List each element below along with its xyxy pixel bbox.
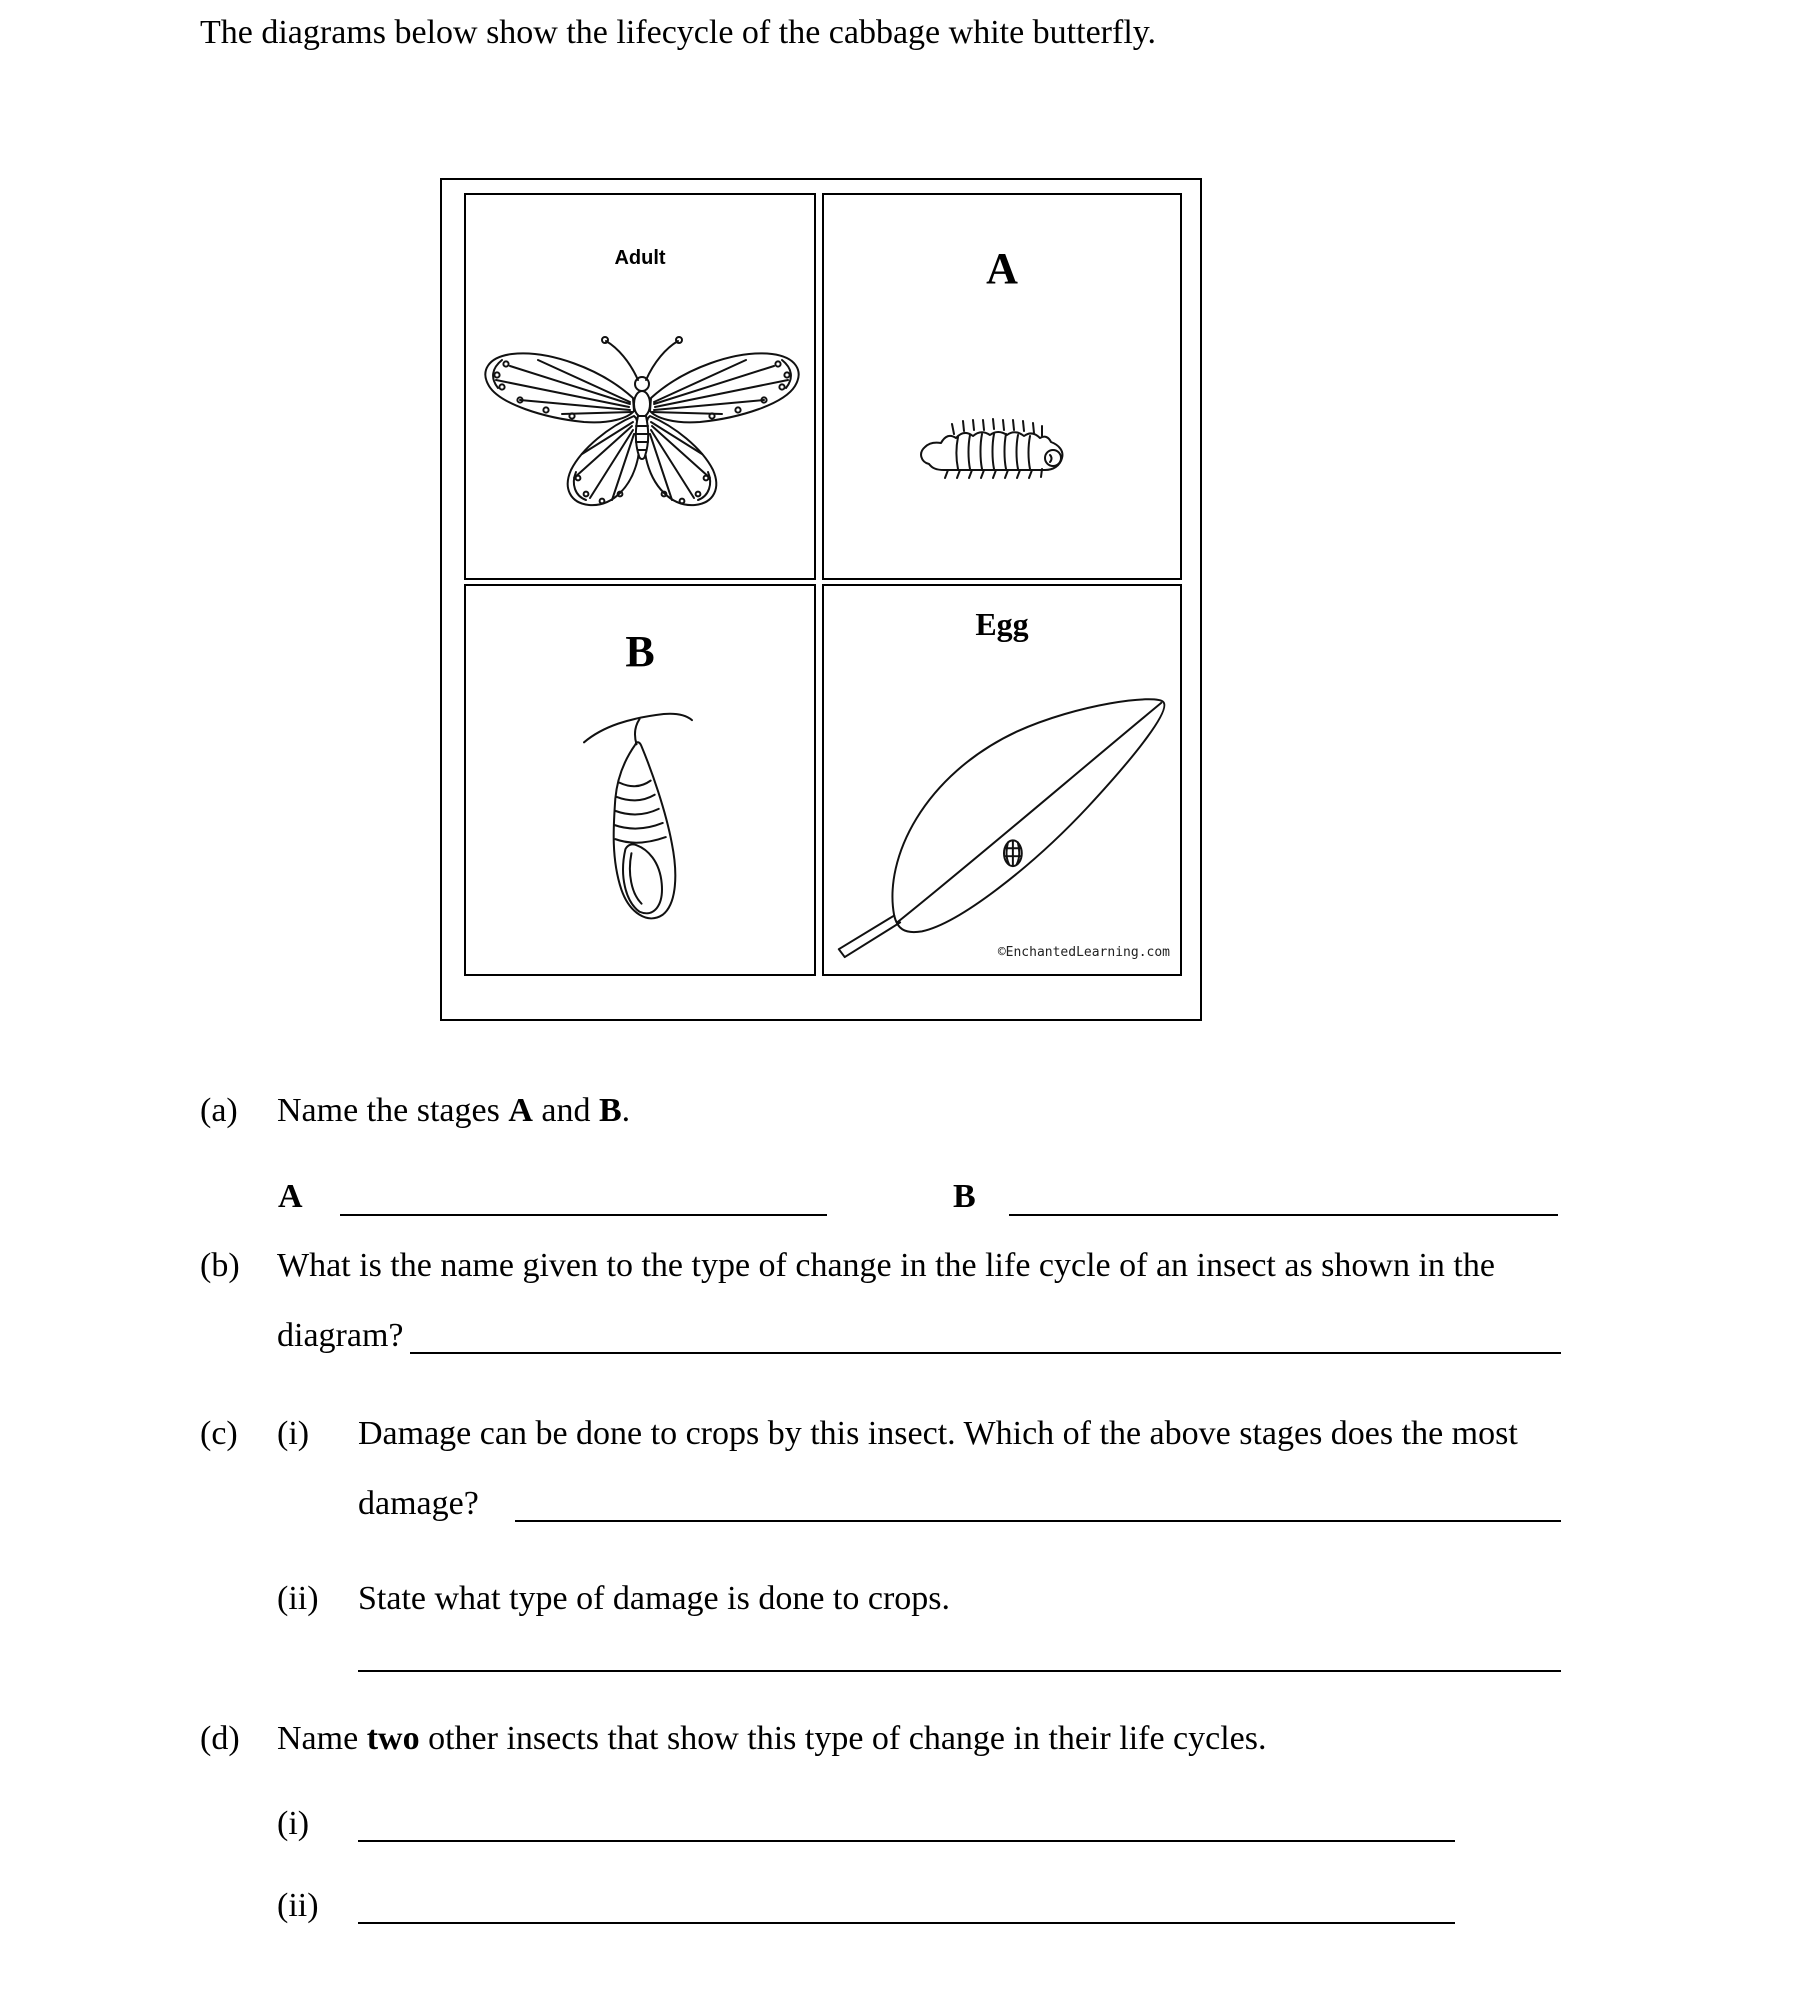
question-c-ii-blank-line xyxy=(358,1670,1561,1672)
question-c-ii-number: (ii) xyxy=(277,1580,319,1617)
panel-egg xyxy=(822,584,1182,976)
question-c-number: (c) xyxy=(200,1415,238,1452)
answer-b-blank-line xyxy=(1009,1214,1558,1216)
question-a-bold-b: B xyxy=(598,1092,622,1129)
question-b-line1: What is the name given to the type of change in the life cycle of an insect as shown in the xyxy=(277,1247,1495,1284)
butterfly-illustration xyxy=(472,307,812,519)
question-a-bold-a: A xyxy=(508,1092,533,1129)
question-c-i-blank-line xyxy=(515,1520,1561,1522)
panel-stage-b xyxy=(464,584,816,976)
answer-a-label: A xyxy=(278,1178,303,1215)
panel-stage-a xyxy=(822,193,1182,580)
question-a-text-mid: and xyxy=(532,1092,599,1129)
lifecycle-figure-frame xyxy=(440,178,1202,1021)
question-b-line2: diagram? xyxy=(277,1317,404,1354)
question-d-text-pre: Name xyxy=(277,1720,367,1757)
adult-stage-label: Adult xyxy=(614,247,666,269)
stage-a-label: A xyxy=(986,244,1018,293)
question-a-text xyxy=(277,1090,630,1133)
question-d-i-blank-line xyxy=(358,1840,1455,1842)
question-c-i-line1: Damage can be done to crops by this insect. Which of the above stages does the most xyxy=(358,1415,1518,1452)
chrysalis-illustration xyxy=(578,708,696,942)
intro-text: The diagrams below show the lifecycle of the cabbage white butterfly. xyxy=(200,14,1157,51)
question-d-ii-blank-line xyxy=(358,1922,1455,1924)
caterpillar-illustration xyxy=(912,417,1076,479)
image-credit: ©EnchantedLearning.com xyxy=(997,945,1170,960)
question-c-i-line2: damage? xyxy=(358,1485,479,1522)
stage-b-label: B xyxy=(625,627,655,676)
question-d-text-post: other insects that show this type of change in their life cycles. xyxy=(419,1720,1267,1757)
question-d-bold-two: two xyxy=(366,1720,420,1757)
question-c-i-number: (i) xyxy=(277,1415,310,1452)
answer-a-blank-line xyxy=(340,1214,827,1216)
question-d-text xyxy=(277,1718,1267,1761)
question-a-text-pre: Name the stages xyxy=(277,1092,509,1129)
question-b-number: (b) xyxy=(200,1247,240,1284)
question-b-blank-line xyxy=(410,1352,1561,1354)
question-d-ii-number: (ii) xyxy=(277,1887,319,1924)
question-c-ii-text: State what type of damage is done to crops. xyxy=(358,1580,951,1617)
question-d-number: (d) xyxy=(200,1720,240,1757)
panel-adult xyxy=(464,193,816,580)
egg-stage-label: Egg xyxy=(975,606,1029,642)
question-a-text-post: . xyxy=(621,1092,631,1129)
question-d-i-number: (i) xyxy=(277,1805,310,1842)
answer-b-label: B xyxy=(953,1178,976,1215)
question-a-number: (a) xyxy=(200,1092,238,1129)
leaf-egg-illustration xyxy=(827,692,1177,964)
